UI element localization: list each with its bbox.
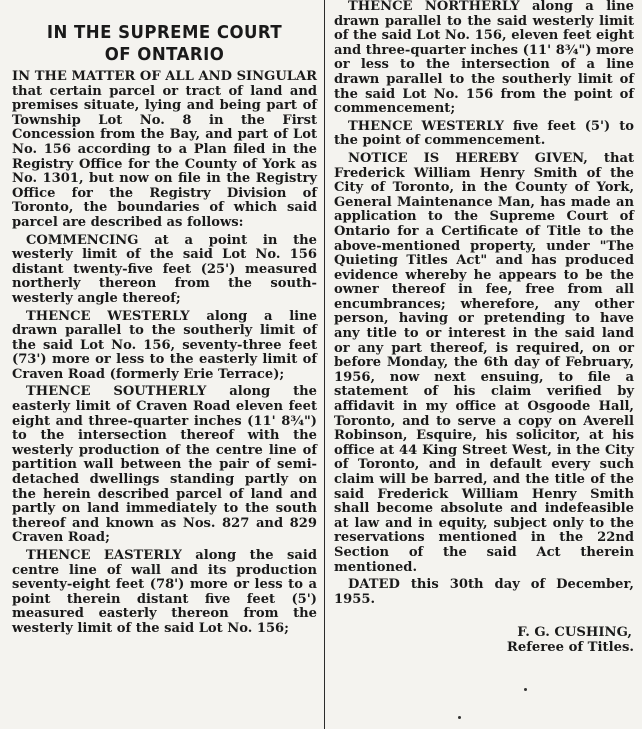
title-line-1: IN THE SUPREME COURT <box>46 22 283 43</box>
matter-paragraph: IN THE MATTER OF ALL AND SINGULAR that certain parcel or tract of land and premises situate, lying and being part of Township Lot No. 8 in the First Concession from the Bay, and part of Lot No. 156 according to a Plan filed in the Registry Office for the County of York as No. 1301, but now on file in the Registry Office for the Registry Division of Toronto, the boundaries of which said parcel are described as follows: <box>12 69 317 230</box>
commencing-paragraph: COMMENCING at a point in the westerly limit of the said Lot No. 156 distant twenty-five feet (25') measured northerly thereon from the south-westerly angle thereof; <box>12 232 317 306</box>
thence-easterly-paragraph: THENCE EASTERLY along the said centre line of wall and its production seventy-eight feet (78') more or less to a point therein distant five feet (5') measured easterly thereon from the westerly limit of the said Lot No. 156; <box>12 548 317 636</box>
column-divider <box>324 0 325 729</box>
left-column <box>12 0 317 640</box>
notice-given-paragraph: NOTICE IS HEREBY GIVEN, that Frederick William Henry Smith of the City of Toronto, in the County of York, General Maintenance Man, has made an application to the Supreme Court of Ontario for a Certificate of Title to the above-mentioned property, under "The Quieting Titles Act" and has produced evidence whereby he appears to be the owner thereof in fee, free from all encumbrances; wherefore, any other person, having or pretending to have any title to or interest in the said land or any part thereof, is required, on or before Monday, the 6th day of February, 1956, now next ensuing, to file a statement of his claim verified by affidavit in my office at Osgoode Hall, Toronto, and to serve a copy on Averell Robinson, Esquire, his solicitor, at his office at 44 King Street West, in the City of Toronto, and in default every such claim will be barred, and the title of the said Frederick William Henry Smith shall become absolute and indefeasible at law and in equity, subject only to the reservations mentioned in the 22nd Section of the said Act therein mentioned. <box>334 150 634 575</box>
signature-title: Referee of Titles. <box>506 640 634 656</box>
notice-title <box>12 22 317 66</box>
thence-westerly-paragraph: THENCE WESTERLY along a line drawn parallel to the southerly limit of the said Lot No. 156, seventy-three feet (73') more or less to the easterly limit of Craven Road (formerly Erie Terrace); <box>12 308 317 382</box>
thence-westerly-five-paragraph: THENCE WESTERLY five feet (5') to the point of commencement. <box>334 118 634 149</box>
thence-southerly-paragraph: THENCE SOUTHERLY along the easterly limit of Craven Road eleven feet eight and three-quarter inches (11' 8¾") to the intersection thereof with the westerly production of the centre line of partition wall between the pair of semi-detached dwellings standing partly on the herein described parcel of land and partly on land immediately to the south thereof and known as Nos. 827 and 829 Craven Road; <box>12 384 317 546</box>
title-line-2: OF ONTARIO <box>104 44 225 65</box>
dated-paragraph: DATED this 30th day of December, 1955. <box>334 577 634 607</box>
print-speck <box>458 716 461 719</box>
print-speck <box>524 688 527 691</box>
thence-northerly-paragraph: THENCE NORTHERLY along a line drawn parallel to the said westerly limit of the said Lot No. 156, eleven feet eight and three-quarter inches (11' 8¾") more or less to the intersection of a line drawn parallel to the southerly limit of the said Lot No. 156 from the point of commencement; <box>334 0 634 117</box>
right-column <box>334 0 634 655</box>
signature-name: F. G. CUSHING, <box>517 625 632 641</box>
